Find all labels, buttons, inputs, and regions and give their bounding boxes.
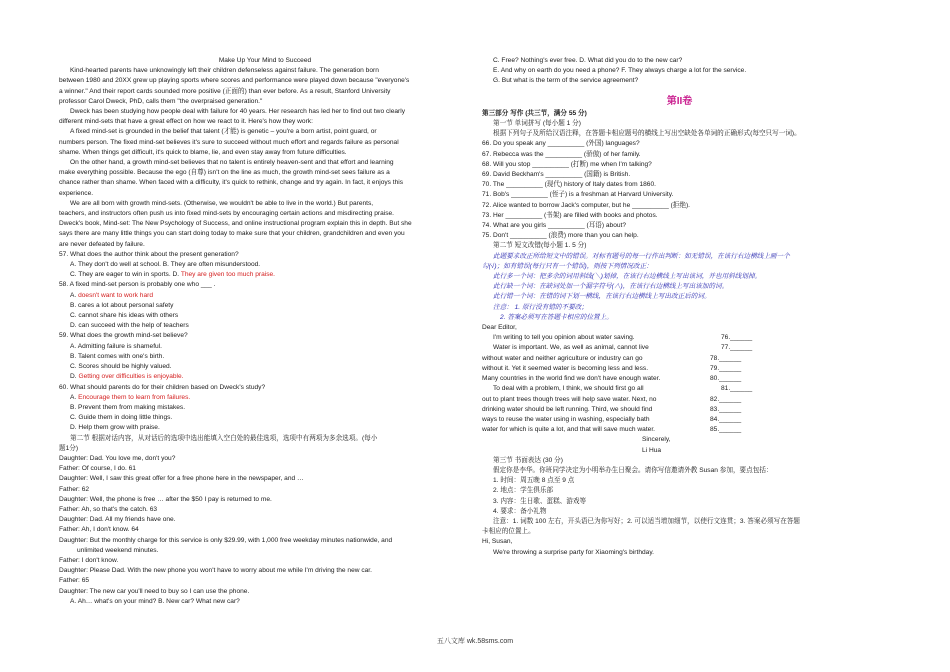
- letter-closing: Sincerely,: [642, 436, 671, 444]
- text: 60. What should parents do for their children based on Dweck's study?: [59, 383, 266, 391]
- text-line: [59, 199, 471, 209]
- essay-row: [482, 384, 877, 394]
- answer-blank: 81.______: [721, 385, 753, 393]
- essay-row: [482, 425, 877, 435]
- text: 卡相应的位置上。: [482, 528, 535, 536]
- text-line: [59, 260, 471, 270]
- essay-row: [482, 374, 877, 384]
- text: C. Guide them in doing little things.: [70, 414, 173, 422]
- page-footer: 五八文库 wk.58sms.com: [436, 638, 514, 645]
- text: B. Prevent them from making mistakes.: [70, 403, 186, 411]
- text-line: [482, 66, 877, 76]
- text-line: [59, 576, 471, 586]
- text-line: [482, 466, 877, 476]
- text: 勾(√)；如有错误(每行只有一个错误)，则按下列情况改正：: [482, 262, 653, 270]
- text-line: [59, 291, 471, 301]
- text: We're throwing a surprise party for Xiaoming's birthday.: [493, 548, 654, 556]
- text-line: [59, 546, 471, 556]
- essay-text: ways to reuse the water using in washing, especially bath: [482, 415, 650, 423]
- text: 第三部分 写作 (共三节，满分 55 分): [482, 109, 587, 117]
- essay-text: drinking water should be left running. Third, we should find: [482, 405, 653, 413]
- text-line: [482, 456, 877, 466]
- text-line: [59, 403, 471, 413]
- text: Daughter: But the monthly charge for this service is only $29.99, with 1,000 free weekday minutes nationwide, and: [59, 536, 393, 544]
- text-line: [59, 423, 471, 433]
- text-line: [482, 180, 877, 190]
- text-line: [59, 342, 471, 352]
- text-line: [482, 527, 877, 537]
- text: Daughter: Well, the phone is free … after the $50 I pay is returned to me.: [59, 495, 272, 503]
- text: B. Talent comes with one's birth.: [70, 352, 165, 360]
- text: 74. What are you girls __________ (耳语) about?: [482, 222, 627, 230]
- text: teachers, and instructors often push us into fixed mind-sets by encouraging certain actions and misdirecting praise.: [59, 210, 394, 218]
- text: 59. What does the growth mind-set believe?: [59, 332, 188, 340]
- text-line: [59, 597, 471, 607]
- text-line: [482, 56, 877, 66]
- text-line: [482, 139, 877, 149]
- text: A.: [70, 393, 79, 401]
- text: Dweck has been studying how people deal with failure for 40 years. Her research has led her to find out two clearly: [70, 108, 405, 116]
- essay-row: [482, 405, 877, 415]
- text-line: [59, 240, 471, 250]
- answer-blank: 78.______: [710, 354, 742, 362]
- text: Father: Ah, I don't know. 64: [59, 526, 139, 534]
- text: We are all born with growth mind-sets. (Otherwise, we wouldn't be able to live in the world.) But parents,: [70, 199, 374, 207]
- text: D.: [70, 373, 79, 381]
- text: Father: 65: [59, 577, 90, 585]
- text-line: [482, 119, 877, 129]
- text: E. And why on earth do you need a phone? F. They always charge a lot for the service.: [493, 67, 747, 75]
- text: 69. David Beckham's __________ (国籍) is British.: [482, 171, 631, 179]
- text: 此行多一个词：把多余的词用斜线(＼)划掉，在该行右边横线上写出该词，并也用斜线划掉。: [493, 273, 762, 281]
- text-line: [59, 515, 471, 525]
- text: 第二节 根据对话内容，从对话后的选项中选出能填入空白处的最佳选项，选项中有两项为多余选项。(每小: [70, 434, 378, 442]
- text: 此行缺一个词：在缺词处加一个漏字符号(∧)，在该行右边横线上写出该加的词。: [493, 283, 729, 291]
- text: 2. 地点：学生俱乐部: [493, 487, 554, 495]
- text: 75. Don't __________ (浪费) more than you can help.: [482, 232, 639, 240]
- text: 此题要求改正所给短文中的错误。对标有题号的每一行作出判断：如无错误，在该行右边横线上画一个: [493, 252, 790, 260]
- essay-text: without water and neither agriculture or industry can go: [482, 354, 643, 362]
- essay-row: [482, 354, 877, 364]
- text: numbers person. The fixed mind-set believes it's sure to succeed without much effort and regards failure as personal: [59, 138, 399, 146]
- text-line: [482, 262, 877, 272]
- text-line: [482, 507, 877, 517]
- text: A fixed mind-set is grounded in the belief that talent (才能) is genetic – you're a born artist, point guard, or: [70, 128, 377, 136]
- text: D. Help them grow with praise.: [70, 424, 160, 432]
- answer-highlight: They are given too much praise.: [180, 271, 276, 279]
- text: Hi, Susan,: [482, 538, 513, 546]
- text: A. Ah… what's on your mind? B. New car? What new car?: [70, 597, 240, 605]
- answer-blank: 83.______: [710, 405, 742, 413]
- essay-text: Many countries in the world find we don't have enough water.: [482, 375, 661, 383]
- text-line: [59, 352, 471, 362]
- answer-highlight: Getting over difficulties is enjoyable.: [78, 373, 184, 381]
- text: 假定你是李华。你班同学决定为小明举办生日聚会。请你写信邀请外教 Susan 参加，要点包括：: [493, 466, 773, 474]
- text: chance rather than shame. When faced with a difficulty, it's quick to rethink, change and try again. In fact, it enjoys this: [59, 179, 404, 187]
- text-line: [59, 434, 471, 444]
- text: G. But what is the term of the service agreement?: [493, 77, 639, 85]
- text: Daughter: Please Dad. With the new phone you won't have to worry about me while I'm driving the new car.: [59, 567, 372, 575]
- answer-blank: 77.______: [721, 344, 753, 352]
- text-line: [482, 170, 877, 180]
- answer-blank: 80.______: [710, 375, 742, 383]
- text: Daughter: Dad. You love me, don't you?: [59, 454, 176, 462]
- text-line: [482, 109, 877, 119]
- text: D. can succeed with the help of teachers: [70, 322, 189, 330]
- text-line: [59, 485, 471, 495]
- letter-greeting: Dear Editor,: [482, 324, 517, 332]
- text: 71. Bob's __________ (侄子) is a freshman at Harvard University.: [482, 191, 674, 199]
- text-line: [59, 270, 471, 280]
- answer-highlight: Encourage them to learn from failures.: [78, 393, 191, 401]
- text-line: [59, 76, 471, 86]
- text: A. Admitting failure is shameful.: [70, 342, 162, 350]
- essay-text: Water is important. We, as well as animal, cannot live: [493, 344, 649, 352]
- text-line: [482, 160, 877, 170]
- text-line: [59, 209, 471, 219]
- text: says there are many little things you can start doing today to make sure that your children, grandchildren and even you: [59, 230, 405, 238]
- text-line: [59, 331, 471, 341]
- text: 注意：1. 词数 100 左右，开头语已为你写好；2. 可以适当增加细节，以使行文连贯；3. 答案必须写在答题: [493, 517, 801, 525]
- text-line: [482, 211, 877, 221]
- text: 第三节 书面表达 (30 分): [493, 456, 563, 464]
- text-line: [59, 444, 471, 454]
- text: Father: Of course, I do. 61: [59, 465, 136, 473]
- text: Father: I don't know.: [59, 556, 119, 564]
- text: are never defeated by failure.: [59, 240, 145, 248]
- text: 根据下列句子及所给汉语注释，在答题卡相应题号的横线上写出空缺处各单词的正确形式(每空只写一词)。: [493, 130, 801, 138]
- part-heading: 第II卷: [666, 95, 693, 107]
- text: different mind-sets that have a great effect on how we react to it. Here's how they work:: [59, 118, 313, 126]
- text: 70. The __________ (现代) history of Italy dates from 1860.: [482, 181, 656, 189]
- text: 68. Will you stop __________ (打断) me when I'm talking?: [482, 160, 652, 168]
- text-line: [59, 168, 471, 178]
- text-line: [59, 107, 471, 117]
- text-line: [482, 201, 877, 211]
- text-line: [482, 517, 877, 527]
- essay-text: out to plant trees though trees will help save water. Next, no: [482, 395, 657, 403]
- text: Daughter: Dad. All my friends have one.: [59, 516, 176, 524]
- text: Daughter: Well, I saw this great offer for a free phone here in the newspaper, and …: [59, 475, 304, 483]
- text-line: [59, 495, 471, 505]
- text-line: [59, 66, 471, 76]
- text: C. Scores should be highly valued.: [70, 363, 172, 371]
- text-line: [59, 372, 471, 382]
- answer-blank: 85.______: [710, 426, 742, 434]
- text: 67. Rebecca was the __________ (骄傲) of her family.: [482, 150, 641, 158]
- text-line: [59, 56, 471, 66]
- text: Make Up Your Mind to Succeed: [218, 57, 312, 64]
- essay-row: [482, 415, 877, 425]
- text: 73. Her __________ (书架) are filled with books and photos.: [482, 211, 658, 219]
- text: 1. 时间：周五晚 8 点至 9 点: [493, 477, 575, 485]
- text-line: [482, 150, 877, 160]
- text: 3. 内容：生日歌、蛋糕、游戏等: [493, 497, 587, 505]
- essay-text: To deal with a problem, I think, we should first go all: [493, 385, 644, 393]
- text: a winner." And their report cards sounded more positive (正面的) than ever before. As a result, Stanford University: [59, 87, 391, 95]
- essay-text: without it. Yet it seemed water is becoming less and less.: [482, 364, 649, 372]
- text-line: [482, 272, 877, 282]
- letter-signature: Li Hua: [642, 446, 662, 454]
- text-line: [482, 129, 877, 139]
- text-line: [482, 76, 877, 86]
- text-line: [482, 292, 877, 302]
- text-line: [482, 497, 877, 507]
- text-line: [59, 413, 471, 423]
- text: Father: Ah, so that's the catch. 63: [59, 505, 158, 513]
- text: Father: 62: [59, 485, 90, 493]
- essay-row: [482, 364, 877, 374]
- essay-row: [482, 333, 877, 343]
- text-line: [59, 87, 471, 97]
- text: A.: [70, 291, 79, 299]
- essay-text: water for which is quite a lot, and that will save much water.: [482, 426, 655, 434]
- text-line: [482, 252, 877, 262]
- answer-blank: 84.______: [710, 415, 742, 423]
- text-line: [59, 505, 471, 515]
- text-line: [482, 190, 877, 200]
- text: Dweck's book, Mind-set: The New Psychology of Success, and online instructional program explain this in depth. But she: [59, 220, 412, 228]
- text: 此行错一个词：在错的词下划一横线，在该行右边横线上写出改正后的词。: [493, 293, 711, 301]
- text-line: [59, 454, 471, 464]
- text-line: [59, 311, 471, 321]
- text-line: [59, 474, 471, 484]
- text: 58. A fixed mind-set person is probably one who ___ .: [59, 281, 216, 289]
- text: 注意： 1. 原行没有错的不要改；: [493, 303, 588, 311]
- text-line: [482, 486, 877, 496]
- text-line: [59, 97, 471, 107]
- text-line: [59, 117, 471, 127]
- text-line: [59, 587, 471, 597]
- text: C. They are eager to win in sports. D.: [70, 271, 181, 279]
- text-line: [59, 138, 471, 148]
- text: 第二节 短文改错(每小题 1. 5 分): [493, 242, 587, 250]
- text: A. They don't do well at school. B. They are often misunderstood.: [70, 261, 261, 269]
- answer-blank: 76.______: [721, 334, 753, 342]
- text-line: [59, 556, 471, 566]
- text: 2. 答案必须写在答题卡相应的位置上。: [500, 313, 613, 321]
- text: 72. Alice wanted to borrow Jack's computer, but he __________ (拒绝).: [482, 201, 690, 209]
- text-line: [59, 280, 471, 290]
- text-line: [482, 231, 877, 241]
- text-line: [482, 221, 877, 231]
- text-line: [59, 301, 471, 311]
- text-line: [59, 158, 471, 168]
- text: Kind-hearted parents have unknowingly left their children defenseless against failure. The generation born: [70, 67, 379, 75]
- answer-highlight: doesn't want to work hard: [78, 291, 153, 299]
- text-line: [59, 464, 471, 474]
- text: B. cares a lot about personal safety: [70, 301, 174, 309]
- text-line: [482, 476, 877, 486]
- text-line: [59, 536, 471, 546]
- left-column: [59, 56, 471, 607]
- text: experience.: [59, 189, 94, 197]
- text-line: [59, 229, 471, 239]
- essay-row: [482, 395, 877, 405]
- text: professor Carol Dweck, PhD, calls them "the overpraised generation.": [59, 97, 263, 105]
- text-line: [59, 178, 471, 188]
- text: between 1980 and 20XX grew up playing sports where scores and performance were played down because "everyone's: [59, 77, 410, 85]
- text-line: [59, 383, 471, 393]
- text: make everything possible. Because the ego (自尊) isn't on the line as much, the growth mind-set sees failure as a: [59, 169, 390, 177]
- text: On the other hand, a growth mind-set believes that no talent is entirely heaven-sent and that effort and learning: [70, 159, 394, 167]
- text-line: [59, 127, 471, 137]
- text-line: [59, 250, 471, 260]
- text: 66. Do you speak any __________ (外国) languages?: [482, 140, 640, 148]
- text-line: [59, 566, 471, 576]
- text: 57. What does the author think about the present generation?: [59, 250, 239, 258]
- right-column: [482, 56, 877, 558]
- text-line: [59, 321, 471, 331]
- text: shame. When things get difficult, it's quick to blame, lie, and even stay away from future difficulties.: [59, 148, 347, 156]
- text-line: [482, 241, 877, 251]
- text-line: [59, 219, 471, 229]
- text: C. cannot share his ideas with others: [70, 312, 179, 320]
- text: Daughter: The new car you'll need to buy so I can use the phone.: [59, 587, 250, 595]
- text: C. Free? Nothing's ever free. D. What did you do to the new car?: [493, 57, 683, 64]
- text-line: [482, 548, 877, 558]
- text: 第一节 单词拼写 (每小题 1 分): [493, 120, 581, 128]
- text-line: [59, 393, 471, 403]
- text-line: [482, 313, 877, 323]
- answer-blank: 79.______: [710, 364, 742, 372]
- essay-row: [482, 343, 877, 353]
- text-line: [482, 537, 877, 547]
- text-line: [59, 362, 471, 372]
- essay-text: I'm writing to tell you opinion about water saving.: [493, 334, 635, 342]
- text-line: [482, 303, 877, 313]
- text-line: [482, 282, 877, 292]
- text: 4. 要求：备小礼物: [493, 507, 547, 515]
- text: 题1分): [59, 444, 79, 452]
- text-line: [59, 148, 471, 158]
- text-line: [59, 525, 471, 535]
- text-line: [59, 189, 471, 199]
- answer-blank: 82.______: [710, 395, 742, 403]
- text: unlimited weekend minutes.: [77, 546, 159, 554]
